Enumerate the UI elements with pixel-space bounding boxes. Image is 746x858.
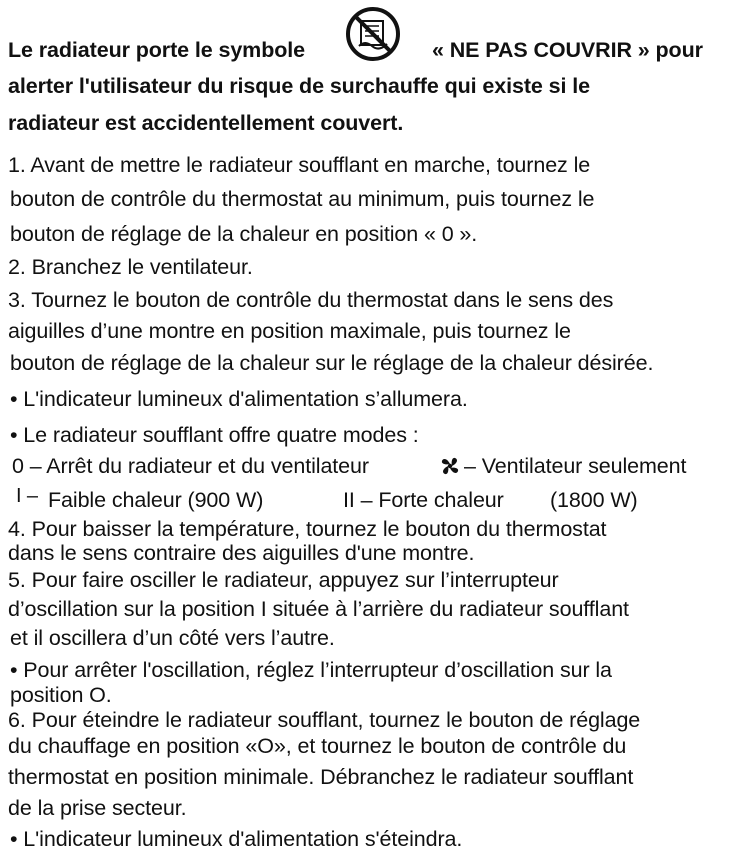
mode-I-mark: I – [16, 485, 38, 507]
step-1-line-3: bouton de réglage de la chaleur en position « 0 ». [10, 222, 478, 246]
step-4-line-1: 4. Pour baisser la température, tournez le bouton du thermostat [8, 517, 607, 541]
mode-II: II – Forte chaleur [343, 488, 504, 512]
step-6-line-1: 6. Pour éteindre le radiateur soufflant, tournez le bouton de réglage [8, 708, 641, 732]
step-1-line-1: 1. Avant de mettre le radiateur soufflant en marche, tournez le [8, 153, 591, 177]
step-6-line-2: du chauffage en position «O», et tournez le bouton de contrôle du [8, 734, 627, 758]
warning-line-3: radiateur est accidentellement couvert. [8, 111, 404, 135]
mode-I-text: Faible chaleur (900 W) [48, 488, 264, 512]
step-3-line-1: 3. Tournez le bouton de contrôle du thermostat dans le sens des [8, 288, 614, 312]
warning-line-2: alerter l'utilisateur du risque de surchauffe qui existe si le [8, 74, 590, 98]
step-3-line-3: bouton de réglage de la chaleur sur le réglage de la chaleur désirée. [10, 351, 654, 375]
step-4-line-2: dans le sens contraire des aiguilles d'une montre. [8, 541, 475, 565]
step-6-line-4: de la prise secteur. [8, 796, 187, 820]
mode-II-power: (1800 W) [550, 488, 638, 512]
step-5-line-3: et il oscillera d’un côté vers l’autre. [10, 626, 335, 650]
step-6-line-3: thermostat en position minimale. Débranchez le radiateur soufflant [8, 765, 634, 789]
step-2: 2. Branchez le ventilateur. [8, 255, 253, 279]
bullet-indicator-on: • L'indicateur lumineux d'alimentation s’allumera. [10, 387, 468, 411]
bullet-oscillation-line-2: position O. [10, 683, 112, 707]
fan-icon [439, 455, 461, 477]
mode-0: 0 – Arrêt du radiateur et du ventilateur [12, 454, 369, 478]
step-3-line-2: aiguilles d’une montre en position maximale, puis tournez le [8, 319, 571, 343]
warning-line-1a: Le radiateur porte le symbole [8, 38, 305, 62]
step-5-line-2: d’oscillation sur la position I située à l’arrière du radiateur soufflant [8, 597, 629, 621]
bullet-oscillation-line-1: • Pour arrêter l'oscillation, réglez l’interrupteur d’oscillation sur la [10, 658, 612, 682]
do-not-cover-icon [345, 6, 401, 62]
warning-line-1b: « NE PAS COUVRIR » pour [432, 38, 703, 62]
step-5-line-1: 5. Pour faire osciller le radiateur, appuyez sur l’interrupteur [8, 568, 559, 592]
step-1-line-2: bouton de contrôle du thermostat au minimum, puis tournez le [10, 187, 595, 211]
bullet-indicator-off: • L'indicateur lumineux d'alimentation s'éteindra. [10, 827, 463, 851]
mode-fan-only: – Ventilateur seulement [464, 454, 687, 478]
bullet-modes: • Le radiateur soufflant offre quatre modes : [10, 423, 419, 447]
